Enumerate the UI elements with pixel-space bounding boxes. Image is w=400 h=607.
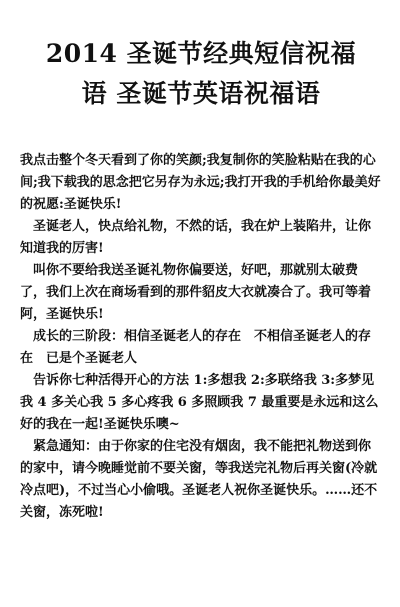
- paragraph-6: 紧急通知：由于你家的住宅没有烟囱，我不能把礼物送到你的家中，请今晚睡觉前不要关窗，等我送完礼物后再关窗(冷就冷点吧)，不过当心小偷哦。圣诞老人祝你圣诞快乐。……还不关窗，冻死啦!: [20, 439, 378, 520]
- paragraph-3: 叫你不要给我送圣诞礼物你偏要送，好吧，那就别太破费了，我们上次在商场看到的那件貂皮大衣就凑合了。我可等着阿，圣诞快乐!: [20, 263, 372, 322]
- title-line-1: 2014 圣诞节经典短信祝福: [45, 39, 357, 68]
- title-line-2: 语 圣诞节英语祝福语: [81, 79, 321, 108]
- paragraph-5: 告诉你七种活得开心的方法 1:多想我 2:多联络我 3:多梦见我 4 多关心我 5 多心疼我 6 多照顾我 7 最重要是永远和这么好的我在一起!圣诞快乐噢~: [20, 373, 379, 432]
- paragraph-4: 成长的三阶段：相信圣诞老人的存在 不相信圣诞老人的存在 已是个圣诞老人: [20, 329, 372, 366]
- paragraph-1: 我点击整个冬天看到了你的笑颜;我复制你的笑脸粘贴在我的心间;我下载我的思念把它另存为永远;我打开我的手机给你最美好的祝愿:圣诞快乐!: [20, 153, 381, 212]
- page-title: [20, 34, 382, 114]
- document-body: [20, 150, 382, 524]
- paragraph-2: 圣诞老人，快点给礼物，不然的话，我在炉上装陷井，让你知道我的厉害!: [20, 219, 372, 256]
